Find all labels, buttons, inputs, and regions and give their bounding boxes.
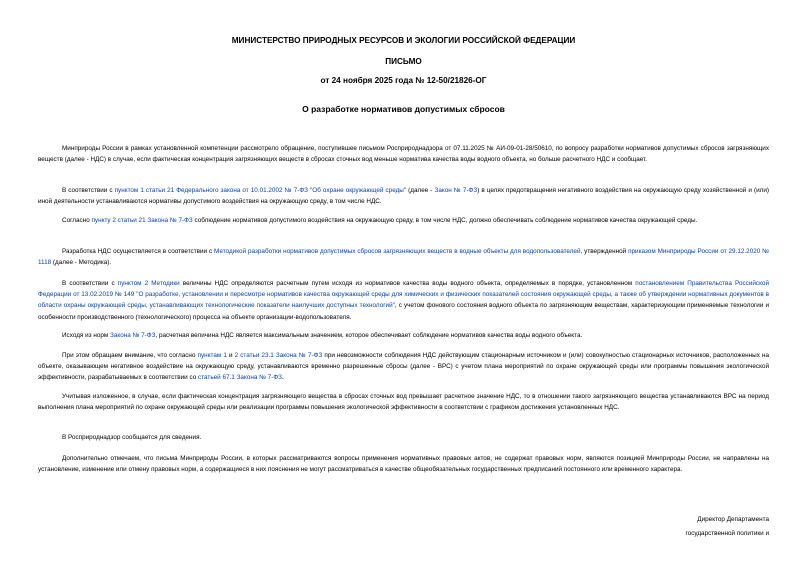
text: Разработка НДС осуществляется в соответствии с bbox=[62, 248, 215, 255]
paragraph-2 bbox=[38, 185, 769, 207]
ministry-title: МИНИСТЕРСТВО ПРИРОДНЫХ РЕСУРСОВ И ЭКОЛОГИИ РОССИЙСКОЙ ФЕДЕРАЦИИ bbox=[231, 36, 576, 45]
text: , утвержденной bbox=[580, 248, 629, 255]
text: величины НДС определяются расчетным путем исходя из нормативов качества воды водного объекта, определяемых в порядке, установленном bbox=[179, 280, 636, 287]
document-type: ПИСЬМО bbox=[385, 57, 422, 66]
methodology-link[interactable]: пунктом 2 Методики bbox=[117, 280, 180, 287]
text: В соответствии с bbox=[62, 187, 115, 194]
paragraph-1: Минприроды России в рамках установленной компетенции рассмотрело обращение, поступившее письмом Росприроднадзора от 07.11.2025 № АИ-09-01-28/50610, по вопросу разработки нормативов допустимых сбросов загрязняющих веществ (далее - НДС) в случае, если фактическая концентрация загрязняющих веществ в сбросах сточных вод меньше норматива качества воды водного объекта, но больше расчетного НДС и сообщает. bbox=[38, 145, 769, 164]
text: , с учетом фонового состояния водного объекта по загрязняющим веществам, характеризующим применяемые технологии и особенности производственного (технологического) процесса на объекте организации-водопользователя. bbox=[38, 302, 769, 321]
text: При этом обращаем внимание, что согласно bbox=[62, 352, 198, 359]
paragraph-6 bbox=[38, 330, 769, 341]
text: при невозможности соблюдения НДС действующим стационарным источником и (или) совокупностью стационарных источников, расположенных на объекте, оказывающем негативное воздействие на окружающую среду, устанавливаются временно разрешенные сбросы (далее - ВРС) с учетом плана мероприятий по охране окружающей среды или программы повышения экологической эффективности, разрабатываемых в соответствии со bbox=[38, 352, 769, 382]
paragraph-4 bbox=[38, 246, 769, 268]
text: Исходя из норм bbox=[62, 332, 111, 339]
paragraph-10: Дополнительно отмечаем, что письма Минприроды России, в которых рассматриваются вопросы применения нормативных правовых актов, не содержат правовых норм, являются позицией Минприроды России, не направлены на установление, изменение или отмену правовых норм, а содержащиеся в них пояснения не могут рассматриваться в качестве общеобязательных государственных предписаний постоянного или временного характера. bbox=[38, 455, 769, 474]
paragraph-7 bbox=[38, 350, 769, 384]
text: В соответствии с bbox=[62, 280, 118, 287]
signature-block bbox=[686, 514, 769, 539]
text: , расчетная величина НДС является максимальным значением, которое обеспечивает соблюдение нормативов качества воды водного объекта. bbox=[155, 332, 583, 339]
law-link[interactable]: статьей 67.1 Закона № 7-ФЗ bbox=[198, 374, 282, 382]
law-link[interactable]: Закона № 7-ФЗ bbox=[110, 332, 156, 339]
document-subject: О разработке нормативов допустимых сбросов bbox=[302, 104, 505, 114]
paragraph-5 bbox=[38, 278, 769, 323]
document-date-number: от 24 ноября 2025 года № 12-50/21826-ОГ bbox=[320, 76, 487, 85]
text: и bbox=[226, 352, 235, 359]
text: соблюдение нормативов допустимого воздействия на окружающую среду, в том числе НДС, должно обеспечивать соблюдение нормативов качества окружающей среды. bbox=[192, 217, 698, 224]
methodology-link[interactable]: Методикой разработки нормативов допустимых сбросов загрязняющих веществ в водные объекты для водопользователей bbox=[214, 248, 581, 255]
law-link[interactable]: пункту 2 статьи 21 Закона № 7-ФЗ bbox=[91, 217, 193, 224]
law-link[interactable]: пунктам 1 bbox=[197, 352, 227, 359]
text: (далее - Методика). bbox=[51, 259, 112, 267]
signature-line-2: государственной политики и bbox=[685, 530, 769, 538]
resolution-link[interactable]: постановлением Правительства Российской Федерации от 13.02.2019 № 149 "О разработке, установлении и пересмотре нормативов качества окружающей среды для химических и физических показателей состояния окружающей среды, а также об утверждении нормативных документов в области охраны окружающей среды, устанавливающих технологические показатели наилучших доступных технологий" bbox=[38, 280, 769, 310]
text: . bbox=[281, 374, 284, 382]
paragraph-3 bbox=[38, 215, 769, 226]
law-link[interactable]: пунктом 1 статьи 21 Федерального закона от 10.01.2002 № 7-ФЗ "Об охране окружающей среды" bbox=[114, 187, 407, 194]
law-link[interactable]: 2 статьи 23.1 Закона № 7-ФЗ bbox=[234, 352, 323, 359]
text: Согласно bbox=[62, 217, 92, 224]
text: ) в целях предотвращения негативного воздействия на окружающую среду хозяйственной и (или) иной деятельности устанавливаются нормативы допустимого воздействия на окружающую среду, в том числе НДС. bbox=[38, 187, 769, 206]
order-link[interactable]: приказом Минприроды России от 29.12.2020 № 1118 bbox=[38, 248, 769, 267]
signature-line-1: Директор Департамента bbox=[697, 516, 769, 523]
paragraph-9: В Росприроднадзор сообщается для сведения. bbox=[62, 434, 202, 441]
paragraph-8: Учитывая изложенное, в случае, если фактическая концентрация загрязняющего вещества в сбросах сточных вод превышает расчетное значение НДС, то в отношении такого загрязняющего вещества устанавливаются ВРС на период выполнения плана мероприятий по охране окружающей среды или реализации программы повышения экологической эффективности в соответствии с графиком достижения установленных НДС. bbox=[38, 393, 769, 412]
text: (далее - bbox=[406, 187, 435, 194]
law-link[interactable]: Закон № 7-ФЗ bbox=[434, 187, 478, 194]
